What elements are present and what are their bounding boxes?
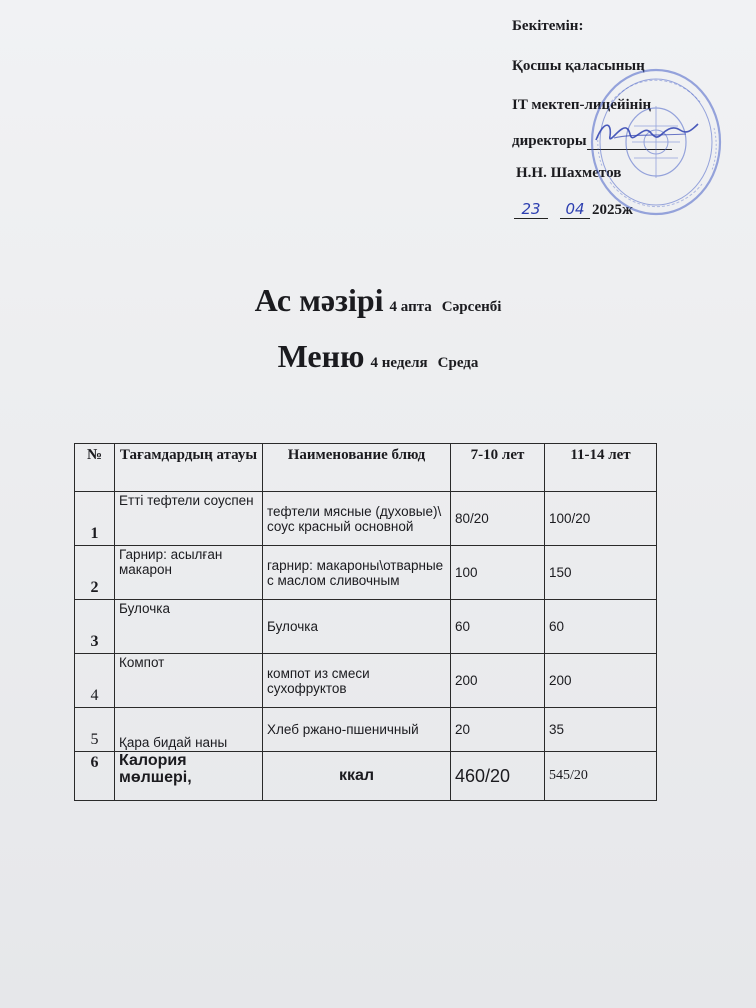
portion-11-14: 100/20: [545, 492, 657, 546]
approval-city: Қосшы қаласының: [512, 58, 645, 74]
header-dish-ru: Наименование блюд: [263, 444, 451, 492]
table-row: [75, 708, 657, 752]
table-header-row: [75, 444, 657, 492]
dish-name-ru: компот из смеси сухофруктов: [263, 654, 451, 708]
dish-name-kz: Булочка: [115, 600, 263, 654]
dish-name-kz: Етті тефтели соуспен: [115, 492, 263, 546]
dish-name-kz: Компот: [115, 654, 263, 708]
header-number: №: [75, 444, 115, 492]
title-ru-day: Среда: [437, 355, 479, 371]
header-age-11-14: 11-14 лет: [545, 444, 657, 492]
total-label-ru: ккал: [263, 752, 451, 801]
table-row: [75, 546, 657, 600]
total-7-10: 460/20: [451, 752, 545, 801]
approval-date: [514, 201, 633, 219]
date-year: 2025ж: [592, 202, 633, 218]
table-row: [75, 492, 657, 546]
table-row: [75, 654, 657, 708]
portion-7-10: 200: [451, 654, 545, 708]
date-day: 23: [514, 201, 548, 219]
date-month: 04: [560, 201, 590, 219]
portion-7-10: 80/20: [451, 492, 545, 546]
dish-name-ru: Хлеб ржано-пшеничный: [263, 708, 451, 752]
dish-name-ru: тефтели мясные (духовые)\ соус красный основной: [263, 492, 451, 546]
row-number: 3: [75, 600, 115, 654]
menu-title-ru: [0, 338, 756, 375]
total-11-14: 545/20: [545, 752, 657, 801]
approval-heading: Бекітемін:: [512, 18, 584, 34]
header-dish-kz: Тағамдардың атауы: [115, 444, 263, 492]
row-number: 2: [75, 546, 115, 600]
title-kz-day: Сәрсенбі: [441, 299, 502, 315]
portion-11-14: 200: [545, 654, 657, 708]
portion-11-14: 35: [545, 708, 657, 752]
title-kz-week: 4 апта: [389, 299, 432, 315]
title-ru-week: 4 неделя: [370, 355, 428, 371]
portion-11-14: 150: [545, 546, 657, 600]
dish-name-kz: Гарнир: асылған макарон: [115, 546, 263, 600]
approval-director-name: Н.Н. Шахметов: [516, 165, 622, 181]
row-number: 4: [75, 654, 115, 708]
row-number: 6: [75, 752, 115, 801]
dish-name-kz: Қара бидай наны: [115, 708, 263, 752]
signature-line: [587, 137, 672, 150]
dish-name-ru: гарнир: макароны\отварные с маслом сливочным: [263, 546, 451, 600]
total-label-kz: Калория мөлшері,: [115, 752, 263, 801]
row-number: 1: [75, 492, 115, 546]
portion-11-14: 60: [545, 600, 657, 654]
row-number: 5: [75, 708, 115, 752]
menu-title-kz: [0, 282, 756, 319]
title-kz-main: Ас мәзірі: [254, 282, 384, 318]
total-calories-row: [75, 752, 657, 801]
title-ru-main: Меню: [277, 338, 365, 374]
approval-position-label: директоры: [512, 133, 587, 149]
menu-table: [74, 443, 657, 801]
portion-7-10: 60: [451, 600, 545, 654]
portion-7-10: 100: [451, 546, 545, 600]
dish-name-ru: Булочка: [263, 600, 451, 654]
portion-7-10: 20: [451, 708, 545, 752]
table-row: [75, 600, 657, 654]
approval-school: IT мектеп-лицейінің: [512, 97, 652, 113]
approval-position: [512, 133, 672, 150]
header-age-7-10: 7-10 лет: [451, 444, 545, 492]
